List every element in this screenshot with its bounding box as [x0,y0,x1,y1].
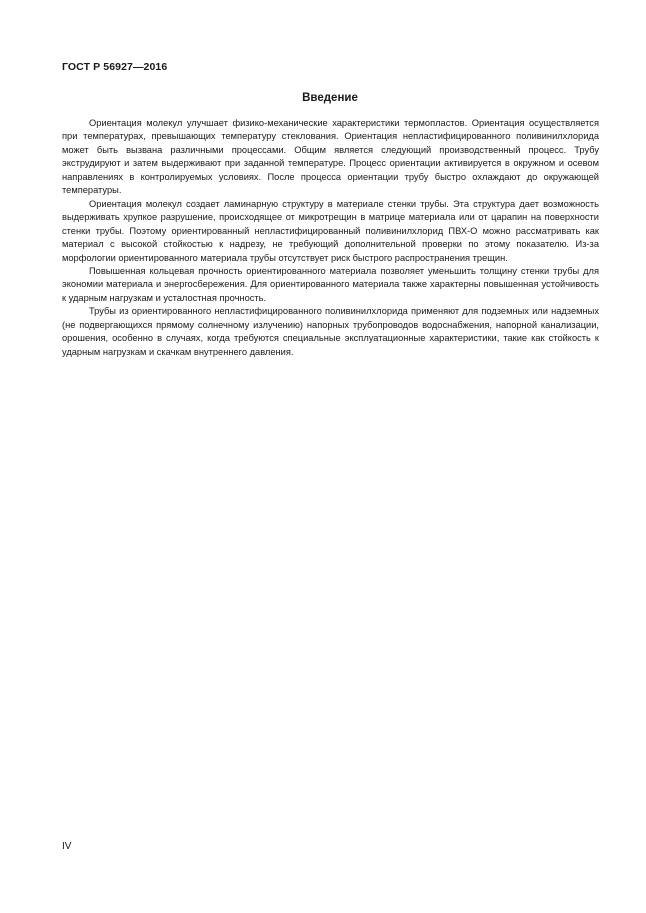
paragraph: Ориентация молекул улучшает физико-механические характеристики термопластов. Ориентация осуществляется при температурах, превышающих температуру стеклования. Ориентация непластифицированного поливинилхлорида может быть вызвана различными процессами. Общим является следующий производственный процесс. Трубу экструдируют и затем выдерживают при заданной температуре. Процесс ориентации активируется в окружном и осевом направлениях в контролируемых условиях. После процесса ориентации трубу быстро охлаждают до окружающей температуры. [62,118,599,196]
section-title: Введение [302,92,358,104]
paragraph: Трубы из ориентированного непластифицированного поливинилхлорида применяют для подземных или надземных (не подвергающихся прямому солнечному излучению) напорных трубопроводов водоснабжения, напорной канализации, орошения, особенно в случаях, когда требуются специальные эксплуатационные характеристики, такие как стойкость к ударным нагрузкам и скачкам внутреннего давления. [62,306,599,357]
section-body [62,117,599,359]
paragraph: Повышенная кольцевая прочность ориентированного материала позволяет уменьшить толщину стенки трубы для экономии материала и энергосбережения. Для ориентированного материала также характерны повышенная устойчивость к ударным нагрузкам и усталостная прочность. [62,265,599,303]
document-standard-id: ГОСТ Р 56927—2016 [62,61,168,73]
page-number: IV [62,841,72,852]
paragraph: Ориентация молекул создает ламинарную структуру в материале стенки трубы. Эта структура дает возможность выдерживать хрупкое разрушение, происходящее от микротрещин в матрице материала или от царапин на поверхности стенки трубы. Поэтому ориентированный непластифицированный поливинилхлорид ПВХ-О можно рассматривать как материал с высокой стойкостью к надрезу, не требующий дополнительной проверки по этому показателю. Из-за морфологии ориентированного материала трубы отсутствует риск быстрого распространения трещин. [62,198,599,263]
